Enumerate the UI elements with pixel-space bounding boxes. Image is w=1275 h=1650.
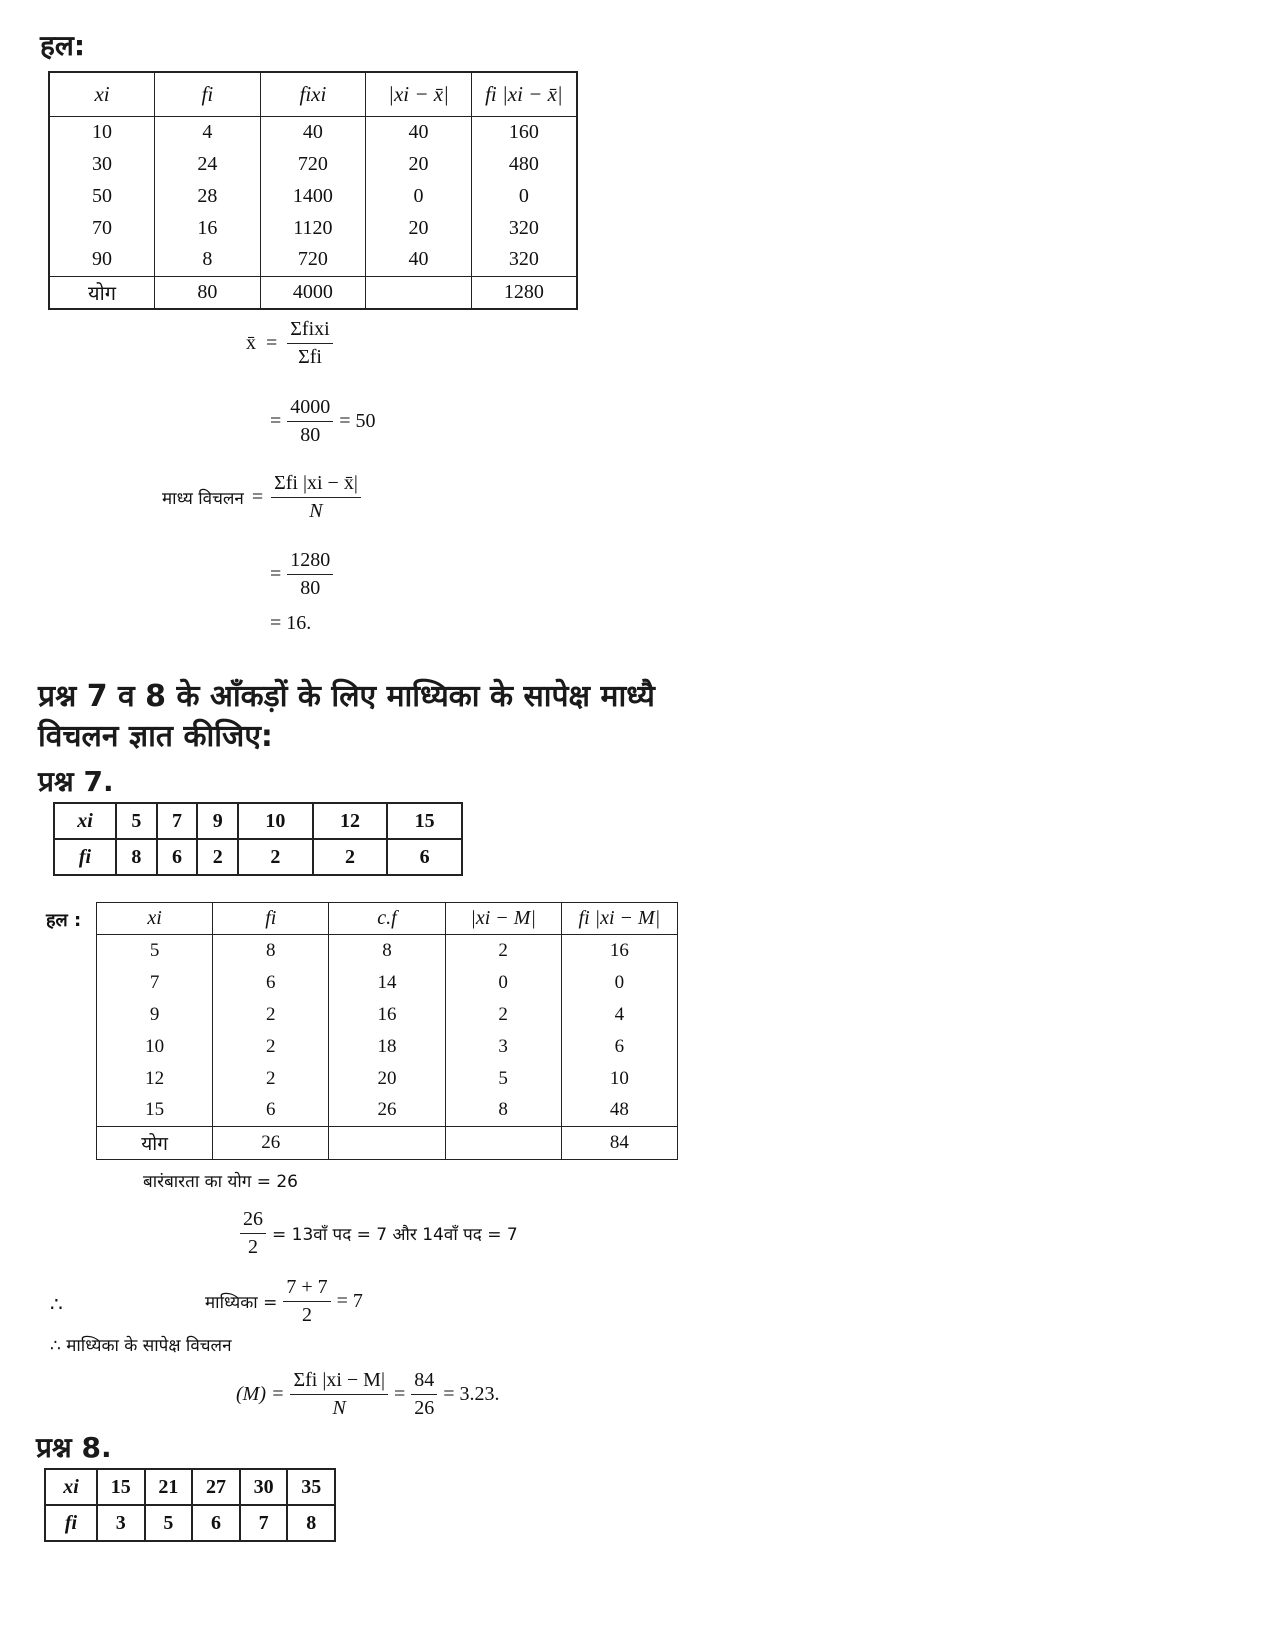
cell: 5 bbox=[97, 935, 213, 967]
fraction-denominator: 2 bbox=[301, 1304, 312, 1326]
question-7-data-table bbox=[53, 802, 463, 876]
f-row bbox=[45, 1505, 335, 1541]
question-heading bbox=[38, 677, 655, 757]
median-formula bbox=[205, 1276, 363, 1327]
cell: 320 bbox=[471, 212, 577, 244]
cell: 3 bbox=[97, 1505, 145, 1541]
mean-deviation-result: = 16. bbox=[270, 612, 312, 634]
cell: 15 bbox=[97, 1095, 213, 1127]
cell: 27 bbox=[192, 1469, 240, 1505]
fraction-numerator: 1280 bbox=[287, 549, 333, 575]
cell: 5 bbox=[145, 1505, 193, 1541]
cell: 720 bbox=[260, 244, 366, 276]
cell: 8 bbox=[213, 935, 329, 967]
mean-value bbox=[270, 396, 376, 447]
question-8-data-table bbox=[44, 1468, 336, 1542]
cell: 48 bbox=[561, 1095, 677, 1127]
equals-sign: = bbox=[251, 486, 264, 508]
mean-deviation-formula bbox=[162, 472, 361, 523]
median-position-text: = 13वाँ पद = 7 और 14वाँ पद = 7 bbox=[272, 1225, 518, 1245]
cell: 10 bbox=[97, 1031, 213, 1063]
mean-result: = 50 bbox=[339, 410, 376, 432]
cell: 90 bbox=[49, 244, 155, 276]
table-total-row bbox=[97, 1127, 678, 1160]
header-fi: fi bbox=[155, 72, 261, 116]
equals-sign: = bbox=[266, 332, 278, 354]
total-label: योग bbox=[49, 276, 155, 309]
equals-sign: = bbox=[393, 1383, 406, 1405]
cell: 2 bbox=[197, 839, 238, 875]
question-heading-line2: विचलन ज्ञात कीजिए: bbox=[38, 719, 273, 754]
cell: 14 bbox=[329, 967, 445, 999]
header-f-abs-dev: fi |xi − x̄| bbox=[471, 72, 577, 116]
x-row bbox=[54, 803, 462, 839]
table-row bbox=[97, 1095, 678, 1127]
cell: 8 bbox=[116, 839, 157, 875]
frequency-sum: बारंबारता का योग = 26 bbox=[143, 1172, 299, 1192]
total-label: योग bbox=[97, 1127, 213, 1160]
cell: 12 bbox=[97, 1063, 213, 1095]
cell: 5 bbox=[445, 1063, 561, 1095]
table-header-row bbox=[49, 72, 577, 116]
fraction-denominator: N bbox=[309, 500, 323, 522]
cell: 7 bbox=[97, 967, 213, 999]
equals-sign: = bbox=[270, 563, 282, 585]
median-result: = 7 bbox=[336, 1290, 363, 1312]
header-abs-dev: |xi − x̄| bbox=[366, 72, 472, 116]
fraction-denominator: 2 bbox=[248, 1236, 258, 1258]
cell: 6 bbox=[157, 839, 198, 875]
mean-formula bbox=[246, 318, 333, 369]
cell bbox=[445, 1127, 561, 1160]
cell: 8 bbox=[329, 935, 445, 967]
cell: 2 bbox=[313, 839, 388, 875]
cell: 6 bbox=[387, 839, 462, 875]
cell: 12 bbox=[313, 803, 388, 839]
cell: 16 bbox=[329, 999, 445, 1031]
header-xi: xi bbox=[97, 903, 213, 935]
fraction-numerator: Σfi |xi − x̄| bbox=[271, 472, 361, 498]
cell: 40 bbox=[366, 244, 472, 276]
median-fraction bbox=[283, 1276, 330, 1327]
cell: 2 bbox=[445, 999, 561, 1031]
fraction-numerator: Σfi |xi − M| bbox=[290, 1369, 387, 1395]
cell: 8 bbox=[287, 1505, 335, 1541]
median-deviation-lhs: (M) = bbox=[236, 1383, 285, 1405]
header-xi: xi bbox=[49, 72, 155, 116]
cell: 0 bbox=[561, 967, 677, 999]
cell: 10 bbox=[49, 116, 155, 148]
cell: 26 bbox=[329, 1095, 445, 1127]
cell: 35 bbox=[287, 1469, 335, 1505]
cell: 1280 bbox=[471, 276, 577, 309]
question-8-label: प्रश्न 8. bbox=[36, 1431, 112, 1464]
header-f-abs-dev: fi |xi − M| bbox=[561, 903, 677, 935]
cell: 720 bbox=[260, 148, 366, 180]
x-label: xi bbox=[45, 1469, 97, 1505]
cell: 40 bbox=[366, 116, 472, 148]
mean-fraction bbox=[287, 318, 332, 369]
median-label: माध्यिका = bbox=[205, 1293, 278, 1313]
cell: 1120 bbox=[260, 212, 366, 244]
median-deviation-formula bbox=[236, 1369, 500, 1420]
table-row bbox=[97, 935, 678, 967]
fraction-denominator: 80 bbox=[300, 577, 321, 599]
median-position bbox=[240, 1208, 518, 1259]
fraction-numerator: 7 + 7 bbox=[283, 1276, 330, 1302]
cell: 30 bbox=[240, 1469, 288, 1505]
cell: 4 bbox=[155, 116, 261, 148]
cell: 80 bbox=[155, 276, 261, 309]
cell: 84 bbox=[561, 1127, 677, 1160]
mean-deviation-value-fraction bbox=[287, 549, 333, 600]
cell: 6 bbox=[213, 967, 329, 999]
table-header-row bbox=[97, 903, 678, 935]
mean-deviation-value bbox=[270, 549, 333, 600]
cell: 5 bbox=[116, 803, 157, 839]
cell: 24 bbox=[155, 148, 261, 180]
cell: 6 bbox=[213, 1095, 329, 1127]
cell bbox=[329, 1127, 445, 1160]
cell: 0 bbox=[471, 180, 577, 212]
mean-deviation-fraction bbox=[271, 472, 361, 523]
deviation-table-median bbox=[96, 902, 678, 1160]
cell: 10 bbox=[561, 1063, 677, 1095]
cell: 10 bbox=[238, 803, 313, 839]
cell: 30 bbox=[49, 148, 155, 180]
table-row bbox=[97, 1063, 678, 1095]
table-row bbox=[97, 999, 678, 1031]
fraction-denominator: 80 bbox=[300, 424, 321, 446]
cell: 28 bbox=[155, 180, 261, 212]
median-deviation-result: = 3.23. bbox=[443, 1383, 500, 1405]
cell: 15 bbox=[387, 803, 462, 839]
cell: 9 bbox=[197, 803, 238, 839]
header-fixi: fixi bbox=[260, 72, 366, 116]
fraction-denominator: Σfi bbox=[298, 346, 322, 368]
half-fraction bbox=[240, 1208, 266, 1259]
x-label: xi bbox=[54, 803, 116, 839]
cell: 160 bbox=[471, 116, 577, 148]
fraction-denominator: 26 bbox=[414, 1397, 435, 1419]
header-abs-dev: |xi − M| bbox=[445, 903, 561, 935]
cell: 2 bbox=[213, 1063, 329, 1095]
table-row bbox=[49, 180, 577, 212]
x-row bbox=[45, 1469, 335, 1505]
cell: 6 bbox=[192, 1505, 240, 1541]
cell: 9 bbox=[97, 999, 213, 1031]
fraction-numerator: Σfixi bbox=[287, 318, 332, 344]
cell bbox=[366, 276, 472, 309]
cell: 320 bbox=[471, 244, 577, 276]
question-7-label: प्रश्न 7. bbox=[38, 765, 114, 798]
cell: 0 bbox=[445, 967, 561, 999]
cell: 16 bbox=[561, 935, 677, 967]
cell: 16 bbox=[155, 212, 261, 244]
cell: 3 bbox=[445, 1031, 561, 1063]
fraction-numerator: 26 bbox=[240, 1208, 266, 1234]
deviation-table-mean bbox=[48, 71, 578, 310]
table-row bbox=[97, 967, 678, 999]
table-row bbox=[49, 116, 577, 148]
fraction-numerator: 4000 bbox=[287, 396, 333, 422]
cell: 480 bbox=[471, 148, 577, 180]
f-row bbox=[54, 839, 462, 875]
cell: 2 bbox=[213, 1031, 329, 1063]
cell: 2 bbox=[213, 999, 329, 1031]
table-row bbox=[49, 244, 577, 276]
cell: 26 bbox=[213, 1127, 329, 1160]
cell: 2 bbox=[445, 935, 561, 967]
f-label: fi bbox=[54, 839, 116, 875]
cell: 8 bbox=[155, 244, 261, 276]
cell: 7 bbox=[240, 1505, 288, 1541]
cell: 20 bbox=[366, 212, 472, 244]
solution-label: हल: bbox=[40, 29, 86, 62]
header-fi: fi bbox=[213, 903, 329, 935]
mean-value-fraction bbox=[287, 396, 333, 447]
median-deviation-value-fraction bbox=[411, 1369, 437, 1420]
cell: 2 bbox=[238, 839, 313, 875]
header-cf: c.f bbox=[329, 903, 445, 935]
cell: 7 bbox=[157, 803, 198, 839]
cell: 8 bbox=[445, 1095, 561, 1127]
median-deviation-fraction bbox=[290, 1369, 387, 1420]
table-row bbox=[97, 1031, 678, 1063]
table-row bbox=[49, 148, 577, 180]
solution-2-label: हल : bbox=[46, 910, 82, 931]
equals-sign: = bbox=[270, 410, 282, 432]
cell: 40 bbox=[260, 116, 366, 148]
cell: 4 bbox=[561, 999, 677, 1031]
cell: 20 bbox=[329, 1063, 445, 1095]
cell: 18 bbox=[329, 1031, 445, 1063]
cell: 6 bbox=[561, 1031, 677, 1063]
table-total-row bbox=[49, 276, 577, 309]
table-row bbox=[49, 212, 577, 244]
cell: 4000 bbox=[260, 276, 366, 309]
cell: 70 bbox=[49, 212, 155, 244]
fraction-numerator: 84 bbox=[411, 1369, 437, 1395]
cell: 15 bbox=[97, 1469, 145, 1505]
median-deviation-label: ∴ माध्यिका के सापेक्ष विचलन bbox=[50, 1336, 232, 1356]
fraction-denominator: N bbox=[332, 1397, 346, 1419]
question-heading-line1: प्रश्न 7 व 8 के आँकड़ों के लिए माध्यिका के सापेक्ष माध्यै bbox=[38, 679, 655, 714]
therefore-symbol: ∴ bbox=[50, 1294, 63, 1316]
mean-deviation-label: माध्य विचलन bbox=[162, 489, 244, 509]
cell: 50 bbox=[49, 180, 155, 212]
cell: 21 bbox=[145, 1469, 193, 1505]
cell: 20 bbox=[366, 148, 472, 180]
mean-symbol: x̄ bbox=[246, 332, 256, 354]
cell: 1400 bbox=[260, 180, 366, 212]
f-label: fi bbox=[45, 1505, 97, 1541]
cell: 0 bbox=[366, 180, 472, 212]
